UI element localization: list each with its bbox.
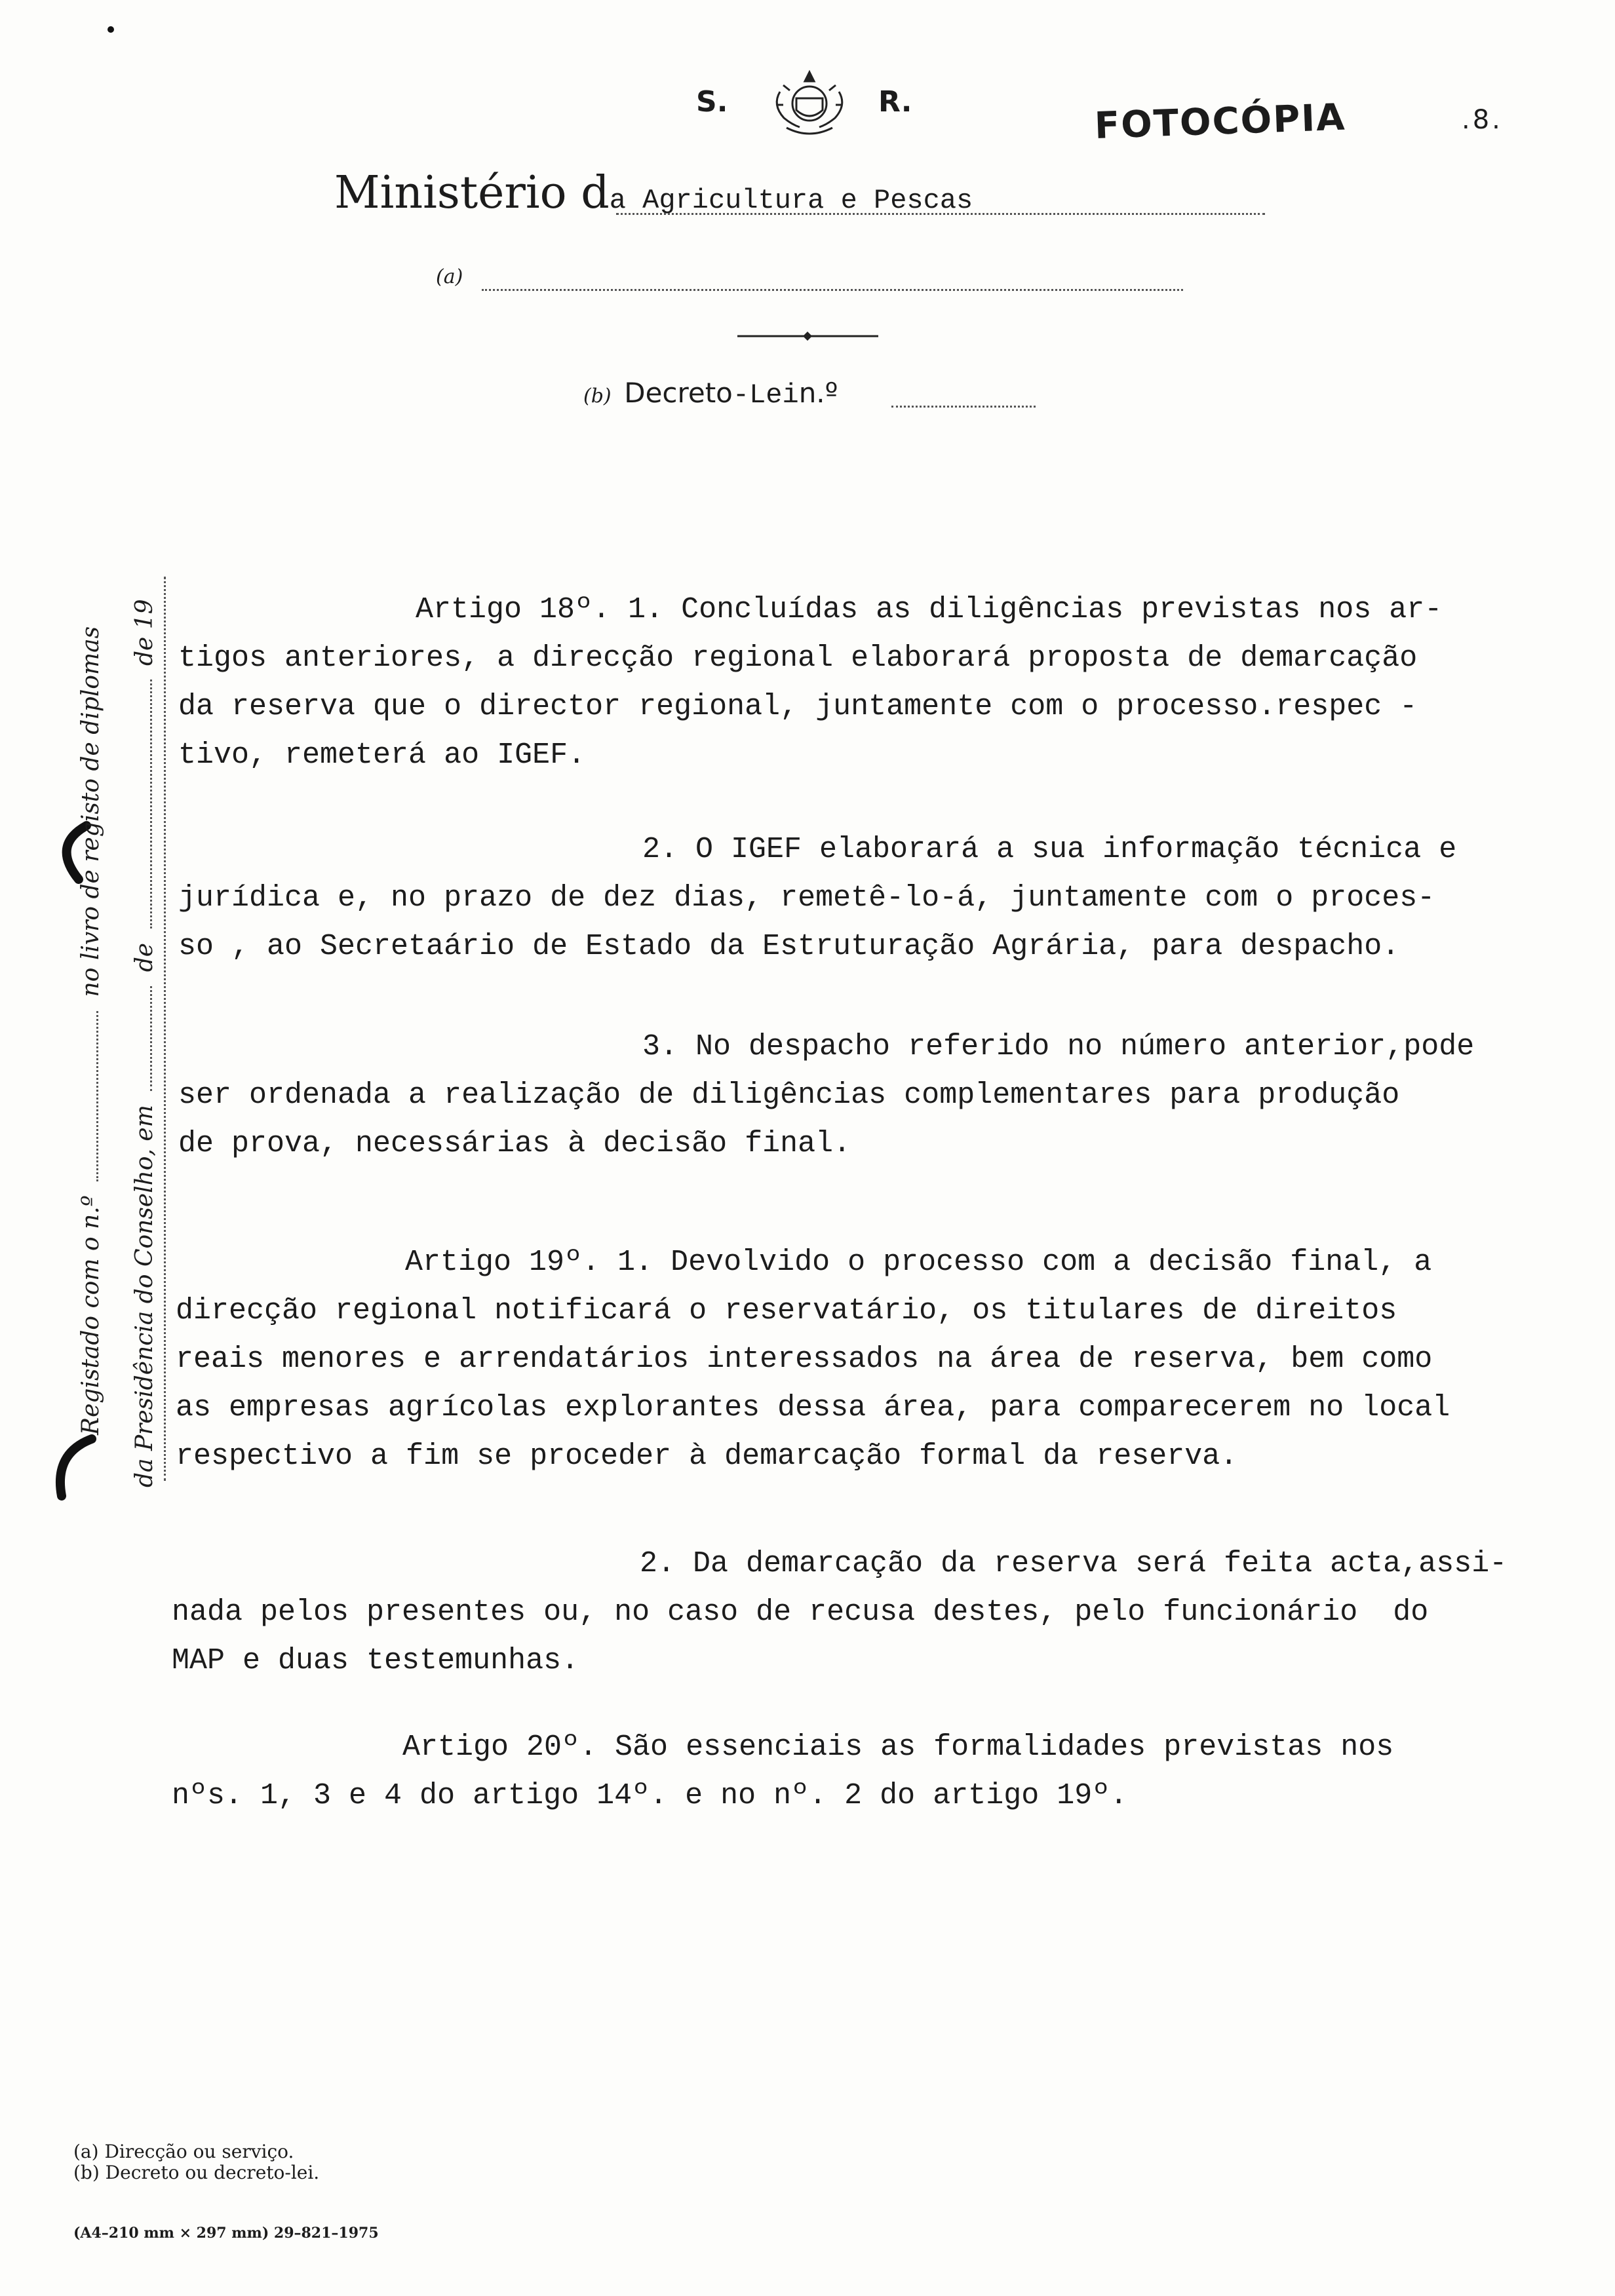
register-line-1 xyxy=(77,626,104,1435)
footnotes xyxy=(73,2141,319,2183)
text-line: Artigo 20º. São essenciais as formalidades previstas nos xyxy=(402,1731,1394,1764)
register-line-2a: da Presidência do Conselho, em xyxy=(131,1105,158,1487)
form-code: (A4–210 mm × 297 mm) 29–821–1975 xyxy=(73,2225,379,2242)
text-line: de prova, necessárias à decisão final. xyxy=(178,1127,851,1160)
art20 xyxy=(172,1675,1393,1869)
text-line: nada pelos presentes ou, no caso de recusa destes, pelo funcionário do xyxy=(172,1596,1429,1629)
text-line: as empresas agrícolas explorantes dessa área, para comparecerem no local xyxy=(176,1391,1450,1425)
text-line: Artigo 19º. 1. Devolvido o processo com a decisão final, a xyxy=(405,1246,1432,1279)
corner-mark xyxy=(107,26,114,33)
page-number: .8. xyxy=(1462,105,1503,135)
service-line xyxy=(436,265,1183,298)
text-line: da reserva que o director regional, juntamente com o processo.respec - xyxy=(178,690,1418,723)
margin-dotted-rule xyxy=(164,577,166,1481)
fotocopia-stamp: FOTOCÓPIA xyxy=(1093,96,1347,147)
ministry-line xyxy=(334,167,1265,220)
service-dotline xyxy=(482,289,1183,291)
register-line-1a: Registado com o n.º xyxy=(77,1195,104,1435)
coat-of-arms-emblem xyxy=(767,66,852,144)
footnote-a: (a) Direcção ou serviço. xyxy=(73,2141,294,2162)
service-label-a: (a) xyxy=(436,265,463,288)
decree-dotline xyxy=(891,406,1036,408)
ornament-divider xyxy=(737,331,878,341)
text-line: 2. Da demarcação da reserva será feita acta,assi- xyxy=(640,1547,1508,1580)
text-line: ser ordenada a realização de diligências complementares para produção xyxy=(178,1079,1400,1112)
decree-printed: Decreto xyxy=(624,377,733,409)
decree-number: n.º xyxy=(798,377,838,409)
text-line: tigos anteriores, a direcção regional elaborará proposta de demarcação xyxy=(178,641,1418,675)
footnote-b: (b) Decreto ou decreto-lei. xyxy=(73,2162,320,2183)
ministry-name: a Agricultura e Pescas xyxy=(609,185,973,216)
bracket-bottom-icon xyxy=(47,1434,100,1506)
decree-line xyxy=(583,377,1042,416)
ministry-prefix: Ministério d xyxy=(334,167,610,219)
text-line: direcção regional notificará o reservatário, os titulares de direitos xyxy=(176,1294,1397,1328)
text-line: jurídica e, no prazo de dez dias, remetê-lo-á, juntamente com o proces- xyxy=(178,881,1435,915)
text-line: respectivo a fim se proceder à demarcação formal da reserva. xyxy=(176,1440,1238,1473)
register-line-1b: no livro de registo de diplomas xyxy=(77,626,104,997)
ministry-dotline xyxy=(616,213,1265,215)
text-line: so , ao Secretaário de Estado da Estruturação Agrária, para despacho. xyxy=(178,930,1400,963)
register-line-2 xyxy=(131,599,158,1487)
art19-p1 xyxy=(176,1190,1450,1529)
decree-typed: -Lei xyxy=(732,379,799,411)
header-s-letter: S. xyxy=(696,85,728,119)
header-r-letter: R. xyxy=(878,85,912,119)
text-line: tivo, remeterá ao IGEF. xyxy=(178,738,586,772)
text-line: nºs. 1, 3 e 4 do artigo 14º. e no nº. 2 do artigo 19º. xyxy=(172,1779,1128,1812)
register-line-2c: de 19 xyxy=(131,599,158,666)
text-line: 2. O IGEF elaborará a sua informação técnica e xyxy=(642,833,1457,866)
text-line: MAP e duas testemunhas. xyxy=(172,1644,579,1677)
art18-p3 xyxy=(178,974,1474,1217)
text-line: 3. No despacho referido no número anterior,pode xyxy=(642,1030,1475,1063)
text-line: reais menores e arrendatários interessados na área de reserva, bem como xyxy=(176,1343,1433,1376)
text-line: Artigo 18º. 1. Concluídas as diligências previstas nos ar- xyxy=(416,593,1443,626)
register-line-2b: de xyxy=(131,942,158,972)
decree-label-b: (b) xyxy=(583,385,612,408)
